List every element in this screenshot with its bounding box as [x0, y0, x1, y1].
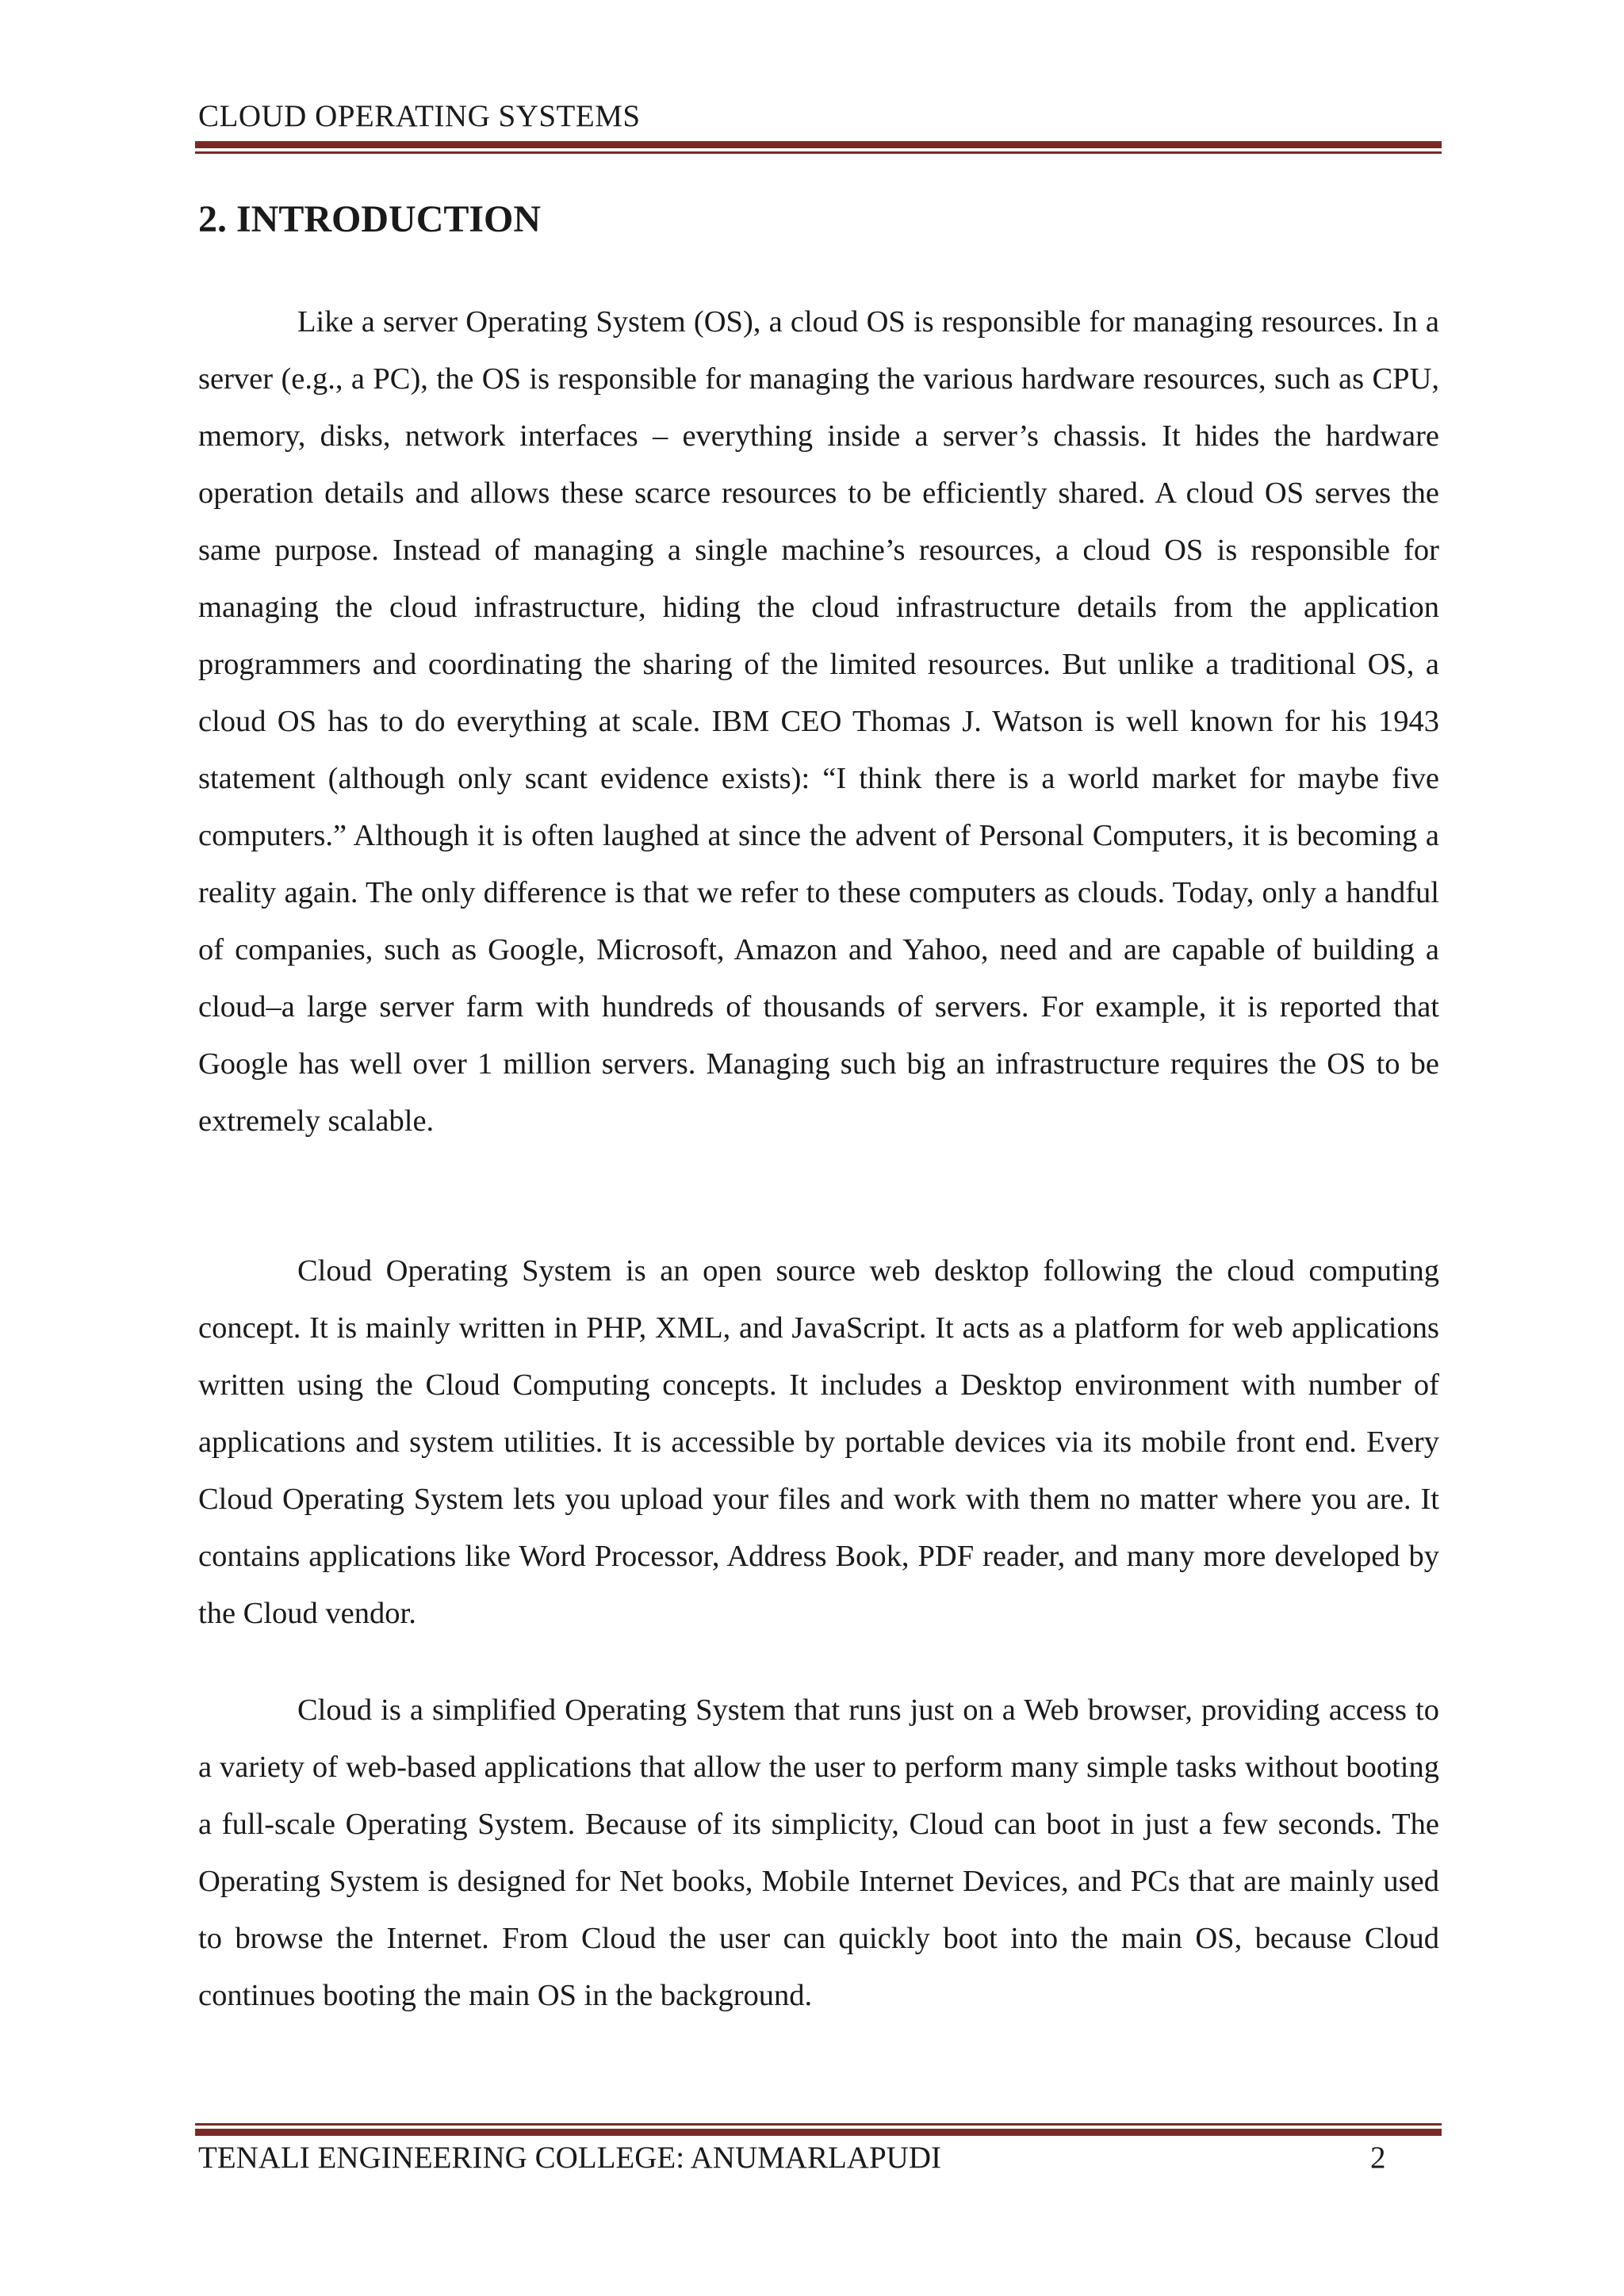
section-heading: 2. INTRODUCTION	[198, 198, 542, 240]
footer-divider	[195, 2123, 1442, 2136]
footer-divider-thick	[195, 2129, 1442, 2136]
paragraph-1: Like a server Operating System (OS), a cloud OS is responsible for managing resources. In a server (e.g., a PC), the OS is responsible for managing the various hardware resources, such as CPU, memory, disks, network interfaces – everything inside a server’s chassis. It hides the hardware operation details and allows these scarce resources to be efficiently shared. A cloud OS serves the same purpose. Instead of managing a single machine’s resources, a cloud OS is responsible for managing the cloud infrastructure, hiding the cloud infrastructure details from the application programmers and coordinating the sharing of the limited resources. But unlike a traditional OS, a cloud OS has to do everything at scale. IBM CEO Thomas J. Watson is well known for his 1943 statement (although only scant evidence exists): “I think there is a world market for maybe five computers.” Although it is often laughed at since the advent of Personal Computers, it is becoming a reality again. The only difference is that we refer to these computers as clouds. Today, only a handful of companies, such as Google, Microsoft, Amazon and Yahoo, need and are capable of building a cloud–a large server farm with hundreds of thousands of servers. For example, it is reported that Google has well over 1 million servers. Managing such big an infrastructure requires the OS to be extremely scalable.	[198, 305, 1439, 1138]
header-divider	[195, 141, 1442, 154]
page-number: 2	[1370, 2141, 1386, 2175]
header-divider-thin	[195, 151, 1442, 154]
footer-divider-thin	[195, 2123, 1442, 2126]
header-divider-thick	[195, 141, 1442, 148]
footer-institution: TENALI ENGINEERING COLLEGE: ANUMARLAPUDI	[198, 2141, 941, 2175]
running-header-title: CLOUD OPERATING SYSTEMS	[198, 99, 641, 133]
paragraph-2: Cloud Operating System is an open source web desktop following the cloud computing concept. It is mainly written in PHP, XML, and JavaScript. It acts as a platform for web applications written using the Cloud Computing concepts. It includes a Desktop environment with number of applications and system utilities. It is accessible by portable devices via its mobile front end. Every Cloud Operating System lets you upload your files and work with them no matter where you are. It contains applications like Word Processor, Address Book, PDF reader, and many more developed by the Cloud vendor.	[198, 1254, 1439, 1630]
paragraph-3: Cloud is a simplified Operating System that runs just on a Web browser, providing access to a variety of web-based applications that allow the user to perform many simple tasks without booting a full-scale Operating System. Because of its simplicity, Cloud can boot in just a few seconds. The Operating System is designed for Net books, Mobile Internet Devices, and PCs that are mainly used to browse the Internet. From Cloud the user can quickly boot into the main OS, because Cloud continues booting the main OS in the background.	[198, 1693, 1439, 2012]
